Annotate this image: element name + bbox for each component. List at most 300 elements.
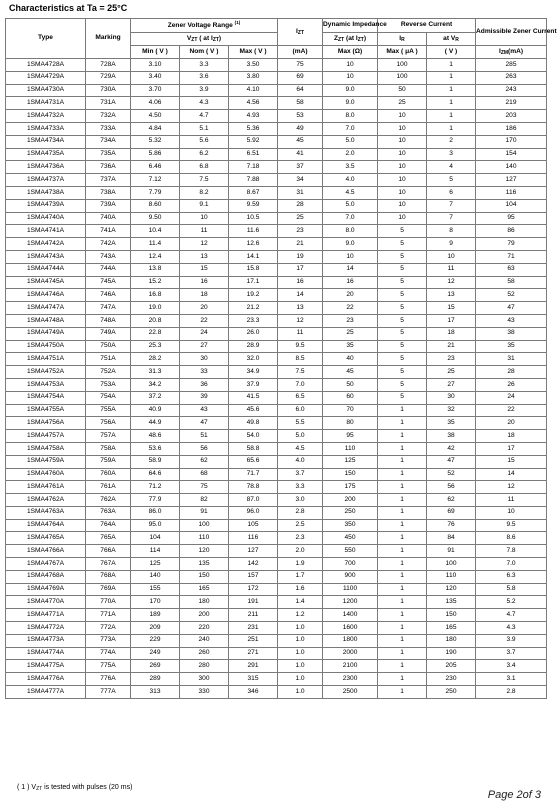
cell-vz-max: 3.50 [229,59,278,72]
cell-vz-min: 28.2 [131,353,180,366]
cell-zzt-max: 1400 [323,609,378,622]
cell-vz-min: 25.3 [131,340,180,353]
cell-vr: 32 [427,404,476,417]
cell-vz-max: 7.18 [229,161,278,174]
cell-vz-max: 41.5 [229,391,278,404]
cell-marking: 763A [86,506,131,519]
cell-vz-min: 114 [131,545,180,558]
cell-vz-min: 9.50 [131,212,180,225]
cell-vz-min: 7.12 [131,174,180,187]
table-row [6,404,547,417]
cell-ir-max: 1 [378,545,427,558]
cell-izm: 8.6 [476,532,547,545]
cell-vz-max: 4.93 [229,110,278,123]
cell-ir-max: 1 [378,570,427,583]
cell-marking: 769A [86,583,131,596]
cell-vr: 250 [427,686,476,699]
cell-zzt-max: 60 [323,391,378,404]
cell-vr: 3 [427,148,476,161]
cell-izt: 1.2 [278,609,323,622]
cell-type: 1SMA4748A [6,314,86,327]
cell-ir-max: 10 [378,110,427,123]
cell-zzt-max: 5.0 [323,199,378,212]
cell-zzt-max: 250 [323,506,378,519]
cell-zzt-max: 45 [323,366,378,379]
cell-zzt-max: 10 [323,71,378,84]
cell-izt: 3.0 [278,494,323,507]
cell-vz-max: 346 [229,686,278,699]
cell-zzt-max: 14 [323,263,378,276]
cell-izm: 18 [476,430,547,443]
cell-vr: 42 [427,442,476,455]
cell-type: 1SMA4764A [6,519,86,532]
cell-izt: 31 [278,186,323,199]
cell-zzt-max: 700 [323,558,378,571]
cell-marking: 772A [86,622,131,635]
cell-vz-min: 19.0 [131,302,180,315]
cell-marking: 731A [86,97,131,110]
cell-type: 1SMA4776A [6,673,86,686]
cell-ir-max: 10 [378,186,427,199]
cell-ir-max: 1 [378,609,427,622]
cell-zzt-max: 20 [323,289,378,302]
table-row [6,148,547,161]
cell-vz-max: 26.0 [229,327,278,340]
cell-vz-nom: 180 [180,596,229,609]
cell-izm: 127 [476,174,547,187]
cell-vr: 205 [427,660,476,673]
cell-vz-nom: 165 [180,583,229,596]
cell-vz-min: 13.8 [131,263,180,276]
cell-ir-max: 1 [378,417,427,430]
cell-izt: 1.0 [278,686,323,699]
cell-zzt-max: 9.0 [323,238,378,251]
table-row [6,225,547,238]
cell-vr: 165 [427,622,476,635]
cell-marking: 756A [86,417,131,430]
cell-type: 1SMA4739A [6,199,86,212]
cell-vz-min: 155 [131,583,180,596]
cell-type: 1SMA4751A [6,353,86,366]
dynamic-impedance-header: Dynamic Impedance [323,19,378,33]
cell-vr: 7 [427,212,476,225]
cell-vz-max: 65.6 [229,455,278,468]
cell-vz-nom: 15 [180,263,229,276]
cell-zzt-max: 5.0 [323,135,378,148]
cell-vz-max: 11.6 [229,225,278,238]
cell-type: 1SMA4772A [6,622,86,635]
cell-vr: 47 [427,455,476,468]
cell-type: 1SMA4762A [6,494,86,507]
table-row [6,391,547,404]
cell-type: 1SMA4767A [6,558,86,571]
cell-vz-min: 12.4 [131,250,180,263]
cell-type: 1SMA4774A [6,647,86,660]
izt-header: $I_{ZT}$ [278,19,323,46]
cell-vz-min: 58.9 [131,455,180,468]
cell-ir-max: 1 [378,660,427,673]
cell-vz-nom: 16 [180,276,229,289]
cell-vr: 1 [427,84,476,97]
min-unit-header: Min ( V ) [131,46,180,59]
table-row [6,289,547,302]
cell-izt: 2.3 [278,532,323,545]
cell-ir-max: 1 [378,494,427,507]
cell-vz-nom: 39 [180,391,229,404]
cell-ir-max: 5 [378,289,427,302]
cell-vz-nom: 4.3 [180,97,229,110]
cell-izm: 58 [476,276,547,289]
cell-vr: 100 [427,558,476,571]
cell-vz-max: 116 [229,532,278,545]
cell-vz-min: 209 [131,622,180,635]
cell-zzt-max: 80 [323,417,378,430]
cell-type: 1SMA4763A [6,506,86,519]
table-row [6,455,547,468]
cell-zzt-max: 22 [323,302,378,315]
cell-vz-min: 6.46 [131,161,180,174]
cell-vr: 230 [427,673,476,686]
table-row [6,430,547,443]
table-row [6,186,547,199]
cell-zzt-max: 16 [323,276,378,289]
cell-vz-max: 17.1 [229,276,278,289]
cell-vz-min: 34.2 [131,378,180,391]
cell-izt: 58 [278,97,323,110]
cell-vz-nom: 150 [180,570,229,583]
cell-vz-max: 6.51 [229,148,278,161]
cell-izt: 11 [278,327,323,340]
page-title: Characteristics at Ta = 25°C [9,3,128,13]
cell-zzt-max: 1600 [323,622,378,635]
cell-vz-max: 291 [229,660,278,673]
cell-vz-nom: 22 [180,314,229,327]
page-number: Page 2of 3 [487,789,541,801]
cell-vz-max: 231 [229,622,278,635]
cell-marking: 767A [86,558,131,571]
cell-vz-min: 71.2 [131,481,180,494]
cell-izm: 10 [476,506,547,519]
table-row [6,327,547,340]
cell-izm: 9.5 [476,519,547,532]
cell-izt: 1.0 [278,647,323,660]
cell-ir-max: 5 [378,250,427,263]
cell-type: 1SMA4777A [6,686,86,699]
cell-vz-min: 20.8 [131,314,180,327]
cell-vr: 9 [427,238,476,251]
cell-vz-min: 125 [131,558,180,571]
cell-zzt-max: 4.0 [323,174,378,187]
cell-vz-min: 4.06 [131,97,180,110]
cell-izm: 15 [476,455,547,468]
cell-zzt-max: 125 [323,455,378,468]
cell-ir-max: 10 [378,174,427,187]
cell-vz-nom: 20 [180,302,229,315]
cell-zzt-max: 1800 [323,634,378,647]
cell-vz-nom: 6.8 [180,161,229,174]
at-vr-header: at $V_R$ [427,33,476,46]
cell-type: 1SMA4761A [6,481,86,494]
cell-vz-nom: 3.3 [180,59,229,72]
cell-zzt-max: 23 [323,314,378,327]
cell-zzt-max: 2000 [323,647,378,660]
cell-type: 1SMA4735A [6,148,86,161]
cell-vz-min: 229 [131,634,180,647]
cell-izm: 20 [476,417,547,430]
table-row [6,122,547,135]
zener-voltage-range-header: Zener Voltage Range $^{(1)}$ [131,19,278,33]
cell-vz-nom: 11 [180,225,229,238]
cell-vr: 150 [427,609,476,622]
cell-marking: 765A [86,532,131,545]
cell-marking: 734A [86,135,131,148]
cell-vr: 62 [427,494,476,507]
cell-vz-min: 3.10 [131,59,180,72]
cell-zzt-max: 110 [323,442,378,455]
cell-type: 1SMA4731A [6,97,86,110]
cell-ir-max: 1 [378,532,427,545]
cell-vz-nom: 220 [180,622,229,635]
zzt-header: $Z_{ZT}$ (at $I_{ZT}$) [323,33,378,46]
cell-izm: 5.8 [476,583,547,596]
cell-izt: 49 [278,122,323,135]
cell-zzt-max: 7.0 [323,212,378,225]
cell-vz-max: 78.8 [229,481,278,494]
cell-vz-min: 289 [131,673,180,686]
cell-ir-max: 1 [378,442,427,455]
cell-izt: 7.0 [278,378,323,391]
cell-type: 1SMA4755A [6,404,86,417]
cell-type: 1SMA4736A [6,161,86,174]
cell-type: 1SMA4733A [6,122,86,135]
table-row [6,238,547,251]
table-row [6,494,547,507]
table-row [6,570,547,583]
table-row [6,263,547,276]
cell-vz-min: 170 [131,596,180,609]
cell-izm: 186 [476,122,547,135]
cell-vz-min: 64.6 [131,468,180,481]
cell-vz-nom: 200 [180,609,229,622]
cell-marking: 746A [86,289,131,302]
cell-vz-min: 104 [131,532,180,545]
cell-vz-nom: 120 [180,545,229,558]
cell-marking: 741A [86,225,131,238]
reverse-current-header: Reverse Current [378,19,476,33]
cell-izm: 26 [476,378,547,391]
cell-marking: 771A [86,609,131,622]
cell-izt: 9.5 [278,340,323,353]
cell-izt: 7.5 [278,366,323,379]
cell-vz-nom: 68 [180,468,229,481]
cell-vz-max: 96.0 [229,506,278,519]
cell-vr: 7 [427,199,476,212]
cell-marking: 774A [86,647,131,660]
cell-zzt-max: 900 [323,570,378,583]
cell-izt: 75 [278,59,323,72]
cell-izt: 1.0 [278,622,323,635]
cell-izt: 19 [278,250,323,263]
table-row [6,634,547,647]
cell-vz-max: 58.8 [229,442,278,455]
table-row [6,212,547,225]
cell-vz-nom: 7.5 [180,174,229,187]
table-row [6,276,547,289]
cell-zzt-max: 550 [323,545,378,558]
cell-vz-nom: 91 [180,506,229,519]
cell-marking: 755A [86,404,131,417]
cell-izm: 95 [476,212,547,225]
cell-ir-max: 10 [378,135,427,148]
cell-zzt-max: 50 [323,378,378,391]
cell-vz-min: 5.86 [131,148,180,161]
cell-type: 1SMA4768A [6,570,86,583]
cell-ir-max: 5 [378,378,427,391]
cell-vr: 76 [427,519,476,532]
cell-izm: 86 [476,225,547,238]
cell-vz-nom: 43 [180,404,229,417]
cell-vz-max: 105 [229,519,278,532]
cell-vr: 1 [427,97,476,110]
cell-izm: 116 [476,186,547,199]
cell-vz-max: 45.6 [229,404,278,417]
cell-vz-nom: 5.6 [180,135,229,148]
cell-vr: 38 [427,430,476,443]
cell-vz-nom: 260 [180,647,229,660]
cell-vz-nom: 240 [180,634,229,647]
cell-izm: 38 [476,327,547,340]
cell-marking: 729A [86,71,131,84]
cell-vz-nom: 30 [180,353,229,366]
cell-izm: 263 [476,71,547,84]
table-row [6,353,547,366]
cell-vr: 27 [427,378,476,391]
cell-izm: 243 [476,84,547,97]
cell-vz-max: 271 [229,647,278,660]
cell-izm: 24 [476,391,547,404]
cell-vz-nom: 18 [180,289,229,302]
cell-izm: 63 [476,263,547,276]
cell-vz-min: 77.9 [131,494,180,507]
cell-type: 1SMA4750A [6,340,86,353]
cell-zzt-max: 3.5 [323,161,378,174]
cell-marking: 760A [86,468,131,481]
cell-vr: 25 [427,366,476,379]
table-row [6,366,547,379]
cell-vz-max: 142 [229,558,278,571]
cell-izm: 52 [476,289,547,302]
cell-type: 1SMA4760A [6,468,86,481]
cell-marking: 762A [86,494,131,507]
table-row [6,468,547,481]
cell-vz-min: 53.6 [131,442,180,455]
cell-vz-max: 315 [229,673,278,686]
cell-vz-max: 54.0 [229,430,278,443]
cell-zzt-max: 70 [323,404,378,417]
cell-izm: 3.7 [476,647,547,660]
table-row [6,84,547,97]
cell-izt: 4.0 [278,455,323,468]
ir-header: $I_R$ [378,33,427,46]
cell-type: 1SMA4743A [6,250,86,263]
cell-zzt-max: 4.5 [323,186,378,199]
cell-type: 1SMA4737A [6,174,86,187]
cell-zzt-max: 95 [323,430,378,443]
cell-vz-nom: 8.2 [180,186,229,199]
cell-type: 1SMA4742A [6,238,86,251]
cell-izm: 5.2 [476,596,547,609]
cell-izt: 1.6 [278,583,323,596]
cell-izt: 34 [278,174,323,187]
cell-type: 1SMA4754A [6,391,86,404]
cell-vr: 110 [427,570,476,583]
cell-ir-max: 5 [378,225,427,238]
cell-izm: 7.0 [476,558,547,571]
cell-marking: 761A [86,481,131,494]
cell-type: 1SMA4734A [6,135,86,148]
cell-vr: 30 [427,391,476,404]
table-row [6,340,547,353]
cell-vz-min: 249 [131,647,180,660]
cell-ir-max: 1 [378,686,427,699]
cell-izm: 43 [476,314,547,327]
cell-zzt-max: 10 [323,59,378,72]
ir-unit-header: Max ( μA ) [378,46,427,59]
table-row [6,174,547,187]
cell-izm: 31 [476,353,547,366]
cell-vz-nom: 280 [180,660,229,673]
cell-type: 1SMA4747A [6,302,86,315]
characteristics-table [5,18,557,699]
table-row [6,583,547,596]
cell-type: 1SMA4766A [6,545,86,558]
cell-izm: 11 [476,494,547,507]
cell-vz-min: 40.9 [131,404,180,417]
cell-type: 1SMA4775A [6,660,86,673]
cell-vz-max: 127 [229,545,278,558]
cell-vz-min: 37.2 [131,391,180,404]
cell-vr: 52 [427,468,476,481]
cell-marking: 739A [86,199,131,212]
cell-izt: 12 [278,314,323,327]
cell-type: 1SMA4729A [6,71,86,84]
cell-vz-nom: 300 [180,673,229,686]
cell-vz-nom: 6.2 [180,148,229,161]
cell-vr: 180 [427,634,476,647]
cell-vz-nom: 5.1 [180,122,229,135]
cell-zzt-max: 35 [323,340,378,353]
cell-ir-max: 1 [378,596,427,609]
cell-izm: 71 [476,250,547,263]
cell-izm: 219 [476,97,547,110]
cell-izt: 25 [278,212,323,225]
cell-vz-nom: 12 [180,238,229,251]
cell-vz-max: 5.92 [229,135,278,148]
cell-zzt-max: 1200 [323,596,378,609]
cell-vz-max: 8.67 [229,186,278,199]
cell-izm: 12 [476,481,547,494]
cell-vz-max: 211 [229,609,278,622]
cell-vz-max: 9.59 [229,199,278,212]
table-row [6,135,547,148]
table-row [6,545,547,558]
cell-izt: 13 [278,302,323,315]
cell-izm: 140 [476,161,547,174]
cell-vz-min: 4.50 [131,110,180,123]
table-row [6,532,547,545]
cell-type: 1SMA4740A [6,212,86,225]
cell-vz-min: 31.3 [131,366,180,379]
